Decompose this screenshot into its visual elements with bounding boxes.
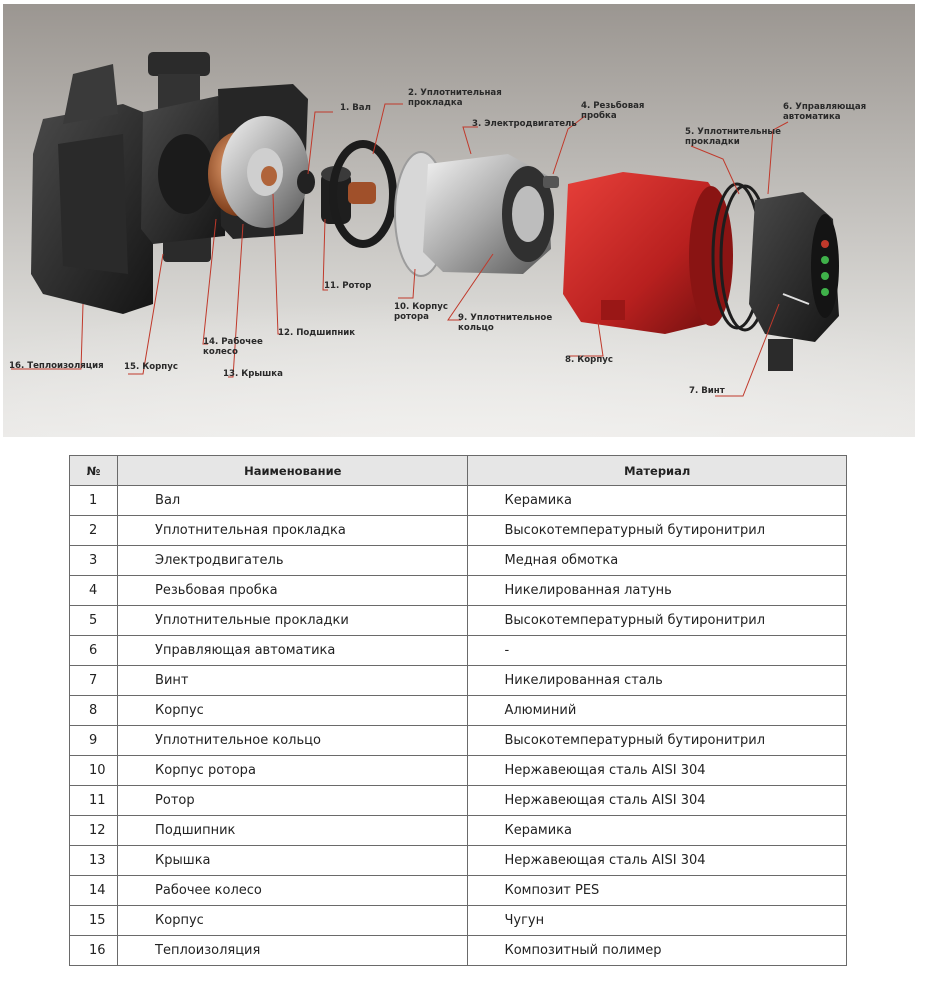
table-row — [70, 696, 847, 726]
callout-3: 3. Электродвигатель — [472, 119, 577, 129]
exploded-pump-diagram — [3, 4, 915, 437]
table-row — [70, 846, 847, 876]
pump-parts-illustration — [3, 4, 915, 437]
callout-10: 10. Корпус ротора — [394, 302, 448, 322]
cell-name: Электродвигатель — [118, 546, 468, 576]
cell-material: Никелированная латунь — [468, 576, 847, 606]
table-row — [70, 666, 847, 696]
callout-14: 14. Рабочее колесо — [203, 337, 263, 357]
cell-material: Нержавеющая сталь AISI 304 — [468, 756, 847, 786]
parts-materials-table — [69, 455, 847, 966]
table-row — [70, 936, 847, 966]
cell-number: 7 — [70, 666, 118, 696]
red-housing-part — [563, 172, 733, 334]
callout-15: 15. Корпус — [124, 362, 178, 372]
table-row — [70, 486, 847, 516]
callout-12: 12. Подшипник — [278, 328, 356, 338]
table-row — [70, 816, 847, 846]
table-row — [70, 546, 847, 576]
cell-name: Рабочее колесо — [118, 876, 468, 906]
table-row — [70, 636, 847, 666]
cell-material: Керамика — [468, 816, 847, 846]
cell-number: 1 — [70, 486, 118, 516]
bearing-part — [297, 170, 315, 194]
callout-1: 1. Вал — [340, 103, 371, 113]
cell-name: Уплотнительная прокладка — [118, 516, 468, 546]
header-material: Материал — [468, 456, 847, 486]
cell-name: Резьбовая пробка — [118, 576, 468, 606]
callout-6: 6. Управляющая автоматика — [783, 102, 867, 122]
cell-name: Корпус — [118, 696, 468, 726]
cell-number: 12 — [70, 816, 118, 846]
cell-number: 10 — [70, 756, 118, 786]
callout-4: 4. Резьбовая пробка — [581, 101, 645, 121]
cell-name: Корпус — [118, 906, 468, 936]
table-row — [70, 906, 847, 936]
cell-name: Теплоизоляция — [118, 936, 468, 966]
callout-11: 11. Ротор — [324, 281, 372, 291]
cell-number: 6 — [70, 636, 118, 666]
cell-number: 14 — [70, 876, 118, 906]
cell-number: 13 — [70, 846, 118, 876]
cell-material: Нержавеющая сталь AISI 304 — [468, 786, 847, 816]
cell-name: Ротор — [118, 786, 468, 816]
callout-16: 16. Теплоизоляция — [9, 361, 104, 371]
table-row — [70, 516, 847, 546]
table-row — [70, 576, 847, 606]
table-header-row — [70, 456, 847, 486]
cell-material: Композитный полимер — [468, 936, 847, 966]
cell-number: 5 — [70, 606, 118, 636]
motor-part — [423, 154, 559, 274]
callout-8: 8. Корпус — [565, 355, 613, 365]
cell-name: Уплотнительные прокладки — [118, 606, 468, 636]
cell-material: Композит PES — [468, 876, 847, 906]
cell-material: Высокотемпературный бутиронитрил — [468, 726, 847, 756]
cell-material: Медная обмотка — [468, 546, 847, 576]
header-name: Наименование — [118, 456, 468, 486]
cell-name: Подшипник — [118, 816, 468, 846]
cell-number: 2 — [70, 516, 118, 546]
cell-name: Винт — [118, 666, 468, 696]
table-row — [70, 786, 847, 816]
cell-name: Крышка — [118, 846, 468, 876]
cell-name: Управляющая автоматика — [118, 636, 468, 666]
cell-material: Керамика — [468, 486, 847, 516]
cell-material: Высокотемпературный бутиронитрил — [468, 606, 847, 636]
cell-number: 4 — [70, 576, 118, 606]
cell-number: 9 — [70, 726, 118, 756]
cell-number: 16 — [70, 936, 118, 966]
table-row — [70, 876, 847, 906]
callout-2: 2. Уплотнительная прокладка — [408, 88, 502, 108]
cell-material: Алюминий — [468, 696, 847, 726]
table-row — [70, 726, 847, 756]
cell-number: 15 — [70, 906, 118, 936]
callout-5: 5. Уплотнительные прокладки — [685, 127, 782, 147]
cell-name: Корпус ротора — [118, 756, 468, 786]
table-row — [70, 606, 847, 636]
callout-7: 7. Винт — [689, 386, 725, 396]
cell-name: Вал — [118, 486, 468, 516]
cell-material: Высокотемпературный бутиронитрил — [468, 516, 847, 546]
cell-material: Никелированная сталь — [468, 666, 847, 696]
callout-13: 13. Крышка — [223, 369, 283, 379]
cell-material: - — [468, 636, 847, 666]
cell-number: 11 — [70, 786, 118, 816]
callout-9: 9. Уплотнительное кольцо — [458, 313, 553, 333]
table-row — [70, 756, 847, 786]
cell-name: Уплотнительное кольцо — [118, 726, 468, 756]
cell-number: 8 — [70, 696, 118, 726]
header-number: № — [70, 456, 118, 486]
cell-number: 3 — [70, 546, 118, 576]
cell-material: Нержавеющая сталь AISI 304 — [468, 846, 847, 876]
cell-material: Чугун — [468, 906, 847, 936]
